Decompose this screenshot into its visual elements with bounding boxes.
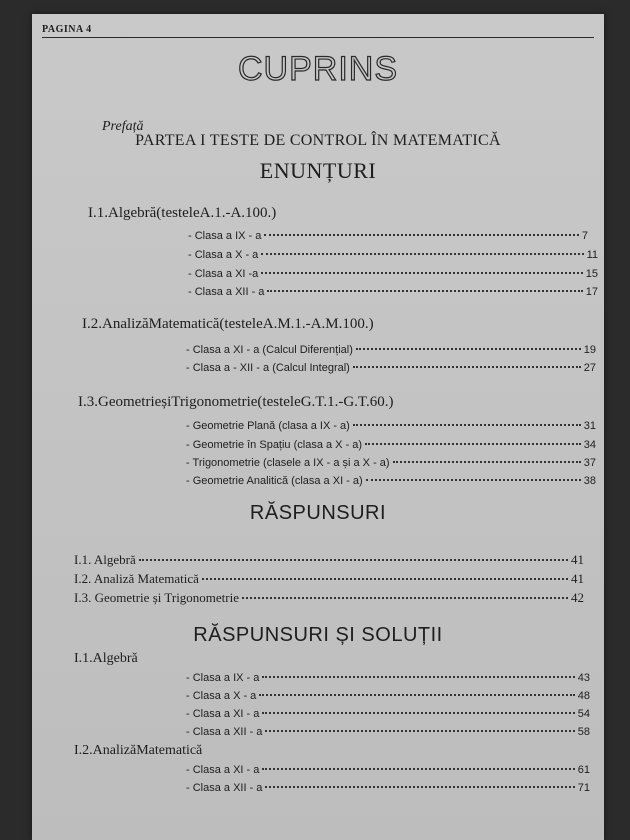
toc-row[interactable] [74, 590, 584, 606]
toc-row-page: 43 [577, 672, 590, 684]
toc-row[interactable] [186, 782, 590, 794]
toc-row[interactable] [188, 268, 598, 280]
dot-leader [265, 729, 574, 732]
toc-row-label: - Clasa a XI - a (Calcul Diferențial) [186, 344, 353, 356]
toc-row[interactable] [186, 362, 596, 374]
statements-heading: ENUNȚURI [259, 158, 377, 183]
section-heading-geometrie: I.3.GeometrieșiTrigonometrie(testeleG.T.1.-G.T.60.) [78, 394, 394, 410]
toc-row[interactable] [186, 726, 590, 738]
toc-row[interactable] [188, 249, 598, 261]
toc-row-page: 15 [585, 268, 598, 280]
dot-leader [259, 693, 574, 696]
dot-leader [262, 675, 574, 678]
section-heading-analiza: I.2.AnalizăMatematică(testeleA.M.1.-A.M.100.) [82, 316, 374, 332]
toc-row-label: - Clasa a XI - a [186, 708, 260, 720]
toc-row-page: 19 [583, 344, 596, 356]
toc-row-label: - Clasa a - XII - a (Calcul Integral) [186, 362, 350, 374]
toc-row[interactable] [186, 672, 590, 684]
toc-row-label: - Clasa a XII - a [186, 782, 263, 794]
dot-leader [267, 289, 582, 292]
dot-leader [366, 478, 581, 481]
toc-row-page: 48 [577, 690, 590, 702]
toc-row-label: I.1. Algebră [74, 552, 136, 567]
toc-row[interactable] [186, 344, 596, 356]
toc-row-page: 54 [577, 708, 590, 720]
dot-leader [365, 442, 581, 445]
toc-row-page: 31 [583, 420, 596, 432]
toc-row-page: 37 [583, 457, 596, 469]
toc-row-page: 41 [571, 571, 584, 586]
toc-row[interactable] [186, 420, 596, 432]
dot-leader [353, 365, 581, 368]
toc-row-label: - Geometrie Analitică (clasa a XI - a) [186, 475, 363, 487]
toc-row-page: 38 [583, 475, 596, 487]
dot-leader [353, 423, 581, 426]
answers-heading: RĂSPUNSURI [249, 502, 387, 524]
toc-row[interactable] [188, 286, 598, 298]
dot-leader [356, 347, 581, 350]
dot-leader [242, 596, 568, 599]
toc-row-label: I.3. Geometrie și Trigonometrie [74, 590, 240, 605]
toc-row[interactable] [186, 708, 590, 720]
toc-row-page: 34 [583, 439, 596, 451]
preface-entry: Prefață [102, 119, 144, 134]
toc-row-label: - Trigonometrie (clasele a IX - a și a X - a) [186, 457, 390, 469]
solutions-algebra-heading: I.1.Algebră [74, 651, 138, 666]
toc-row-label: - Clasa a X - a [188, 249, 259, 261]
page-title: CUPRINS [237, 50, 399, 88]
toc-row-label: - Geometrie în Spațiu (clasa a X - a) [186, 439, 363, 451]
toc-row[interactable] [186, 690, 590, 702]
toc-row[interactable] [186, 439, 596, 451]
toc-row-label: - Clasa a XII - a [188, 286, 265, 298]
toc-row-label: - Clasa a X - a [186, 690, 257, 702]
toc-row[interactable] [186, 475, 596, 487]
dot-leader [139, 558, 568, 561]
toc-row-label: - Clasa a IX - a [186, 672, 260, 684]
dot-leader [261, 252, 583, 255]
toc-row-page: 41 [571, 552, 584, 567]
dot-leader [202, 577, 568, 580]
toc-row-page: 17 [585, 286, 598, 298]
toc-row-label: - Clasa a IX - a [188, 230, 262, 242]
toc-row-label: - Geometrie Plană (clasa a IX - a) [186, 420, 350, 432]
toc-row[interactable] [188, 230, 588, 242]
solutions-analiza-heading: I.2.AnalizăMatematică [74, 743, 203, 758]
toc-row-page: 27 [583, 362, 596, 374]
toc-row[interactable] [74, 571, 584, 587]
dot-leader [262, 711, 574, 714]
part-title: PARTEA I TESTE DE CONTROL ÎN MATEMATICĂ [135, 132, 501, 149]
toc-row-label: - Clasa a XI - a [186, 764, 260, 776]
solutions-heading: RĂSPUNSURI ȘI SOLUȚII [193, 624, 443, 646]
book-page [32, 14, 604, 840]
toc-row-page: 7 [581, 230, 588, 242]
toc-row[interactable] [186, 764, 590, 776]
dot-leader [264, 233, 579, 236]
toc-row-page: 42 [571, 590, 584, 605]
dot-leader [261, 271, 582, 274]
toc-row-label: - Clasa a XI -a [188, 268, 259, 280]
toc-row[interactable] [186, 457, 596, 469]
toc-row-page: 61 [577, 764, 590, 776]
toc-row[interactable] [74, 552, 584, 568]
section-heading-algebra: I.1.Algebră(testeleA.1.-A.100.) [88, 205, 277, 221]
toc-row-page: 58 [577, 726, 590, 738]
dot-leader [262, 767, 574, 770]
dot-leader [265, 785, 574, 788]
toc-row-label: - Clasa a XII - a [186, 726, 263, 738]
toc-row-label: I.2. Analiză Matematică [74, 571, 199, 586]
toc-row-page: 11 [586, 249, 598, 261]
page-header: PAGINA 4 [42, 24, 594, 38]
toc-row-page: 71 [577, 782, 590, 794]
dot-leader [393, 460, 581, 463]
